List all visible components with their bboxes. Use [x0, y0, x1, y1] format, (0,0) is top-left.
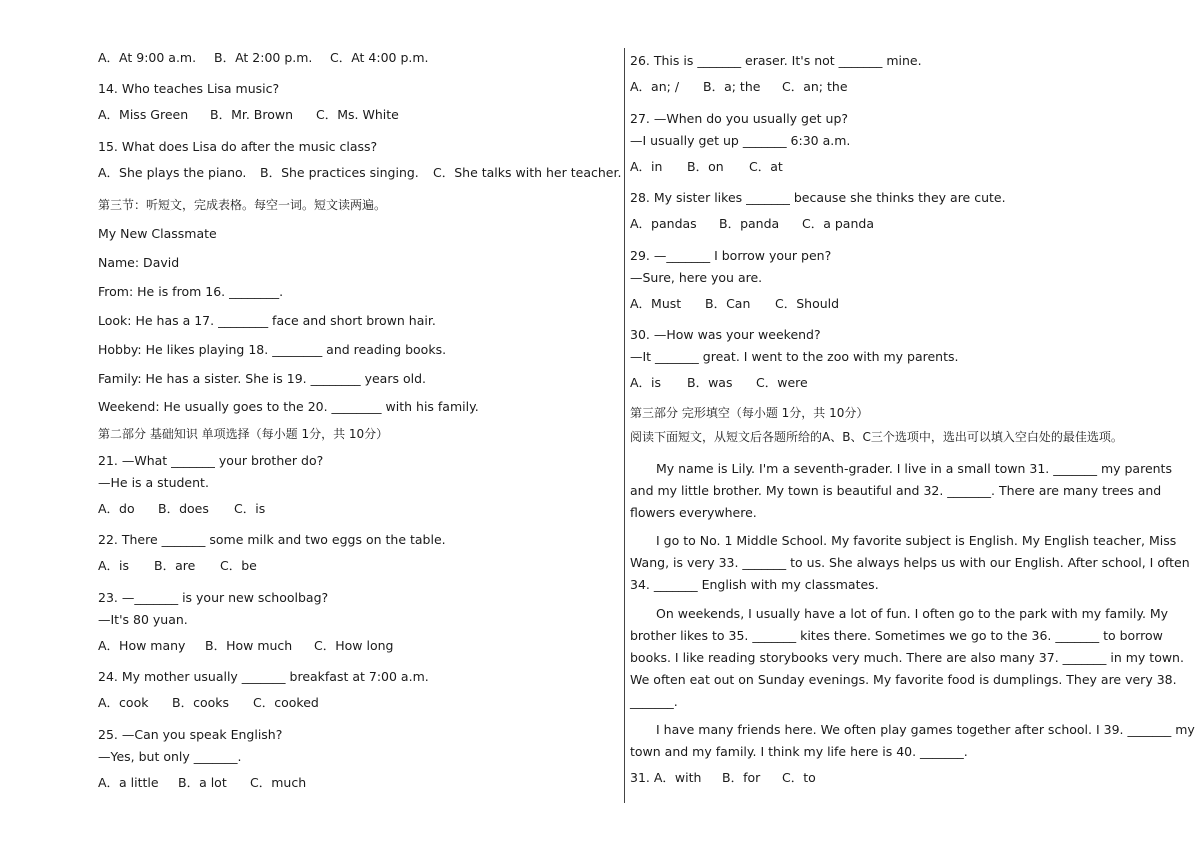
option-a: A．pandas [630, 216, 697, 231]
option-b: B．a lot [178, 775, 227, 790]
option-b: B．are [154, 558, 196, 573]
option-a: A．At 9:00 a.m. [98, 50, 197, 65]
table-row-name: Name: David [98, 255, 180, 270]
option-c: C．at [749, 159, 783, 174]
question-29-line2: —Sure, here you are. [630, 270, 763, 285]
q23-options [98, 638, 393, 654]
q22-options [98, 558, 257, 574]
section3-heading: 第三节：听短文，完成表格。每空一词。短文读两遍。 [98, 198, 387, 212]
option-b: B．was [687, 375, 733, 390]
passage-line: flowers everywhere. [630, 505, 757, 520]
option-a: A．Miss Green [98, 107, 189, 122]
option-a: A．do [98, 501, 135, 516]
passage-line: _______. [630, 694, 678, 709]
table-row-from: From: He is from 16. ________. [98, 284, 284, 299]
option-a: A．an; / [630, 79, 680, 94]
part3-instruction: 阅读下面短文，从短文后各题所给的A、B、C三个选项中，选出可以填入空白处的最佳选项。 [630, 430, 1123, 444]
option-c: C．How long [314, 638, 394, 653]
passage-line: My name is Lily. I'm a seventh-grader. I live in a small town 31. _______ my parents [656, 461, 1172, 476]
option-c: C．She talks with her teacher. [433, 165, 622, 180]
option-c: C．Ms. White [316, 107, 399, 122]
part2-heading: 第二部分 基础知识 单项选择（每小题 1分，共 10分） [98, 427, 389, 441]
question-27-line1: 27. —When do you usually get up? [630, 111, 849, 126]
question-26: 26. This is _______ eraser. It's not _______ mine. [630, 53, 922, 68]
question-21-line1: 21. —What _______ your brother do? [98, 453, 324, 468]
option-c: C．a panda [802, 216, 874, 231]
question-29-line1: 29. —_______ I borrow your pen? [630, 248, 832, 263]
passage-line: brother likes to 35. _______ kites there. Sometimes we go to the 36. _______ to borrow [630, 628, 1163, 643]
table-row-weekend: Weekend: He usually goes to the 20. ________ with his family. [98, 399, 479, 414]
option-b: B．Mr. Brown [210, 107, 294, 122]
option-c: C．an; the [782, 79, 848, 94]
question-27-line2: —I usually get up _______ 6:30 a.m. [630, 133, 851, 148]
option-a: A．Must [630, 296, 682, 311]
option-c: C．cooked [253, 695, 319, 710]
question-25-line2: —Yes, but only _______. [98, 749, 242, 764]
q14-options [98, 107, 399, 123]
table-row-family: Family: He has a sister. She is 19. ________ years old. [98, 371, 426, 386]
option-b: B．for [722, 770, 761, 785]
option-c: C．to [782, 770, 816, 785]
option-b: B．cooks [172, 695, 229, 710]
q28-options [630, 216, 874, 232]
option-b: B．At 2:00 p.m. [214, 50, 313, 65]
q24-options [98, 695, 319, 711]
question-23-line1: 23. —_______ is your new schoolbag? [98, 590, 329, 605]
option-b: B．a; the [703, 79, 761, 94]
q15-options [98, 165, 621, 181]
option-a: A．is [98, 558, 130, 573]
question-15: 15. What does Lisa do after the music class? [98, 139, 378, 154]
option-a: A．How many [98, 638, 186, 653]
q31-options [630, 770, 816, 786]
question-28: 28. My sister likes _______ because she thinks they are cute. [630, 190, 1006, 205]
q30-options [630, 375, 808, 391]
passage-line: I go to No. 1 Middle School. My favorite subject is English. My English teacher, Miss [656, 533, 1177, 548]
question-22: 22. There _______ some milk and two eggs on the table. [98, 532, 446, 547]
question-25-line1: 25. —Can you speak English? [98, 727, 283, 742]
q26-options [630, 79, 848, 95]
passage-line: On weekends, I usually have a lot of fun. I often go to the park with my family. My [656, 606, 1169, 621]
option-b: B．on [687, 159, 724, 174]
option-c: C．At 4:00 p.m. [330, 50, 429, 65]
q27-options [630, 159, 783, 175]
option-b: B．She practices singing. [260, 165, 419, 180]
q25-options [98, 775, 306, 791]
passage-line: books. I like reading storybooks very much. There are also many 37. _______ in my town. [630, 650, 1184, 665]
option-c: C．were [756, 375, 808, 390]
q13-options [98, 50, 429, 66]
table-row-look: Look: He has a 17. ________ face and short brown hair. [98, 313, 436, 328]
passage-line: We often eat out on Sunday evenings. My favorite food is dumplings. They are very 38. [630, 672, 1177, 687]
column-divider [624, 48, 625, 803]
option-b: B．does [158, 501, 209, 516]
question-23-line2: —It's 80 yuan. [98, 612, 188, 627]
question-24: 24. My mother usually _______ breakfast at 7:00 a.m. [98, 669, 429, 684]
option-c: C．is [234, 501, 266, 516]
option-c: C．Should [775, 296, 840, 311]
option-a: A．is [630, 375, 662, 390]
passage-line: I have many friends here. We often play games together after school. I 39. _______ my [656, 722, 1195, 737]
option-a: A．a little [98, 775, 159, 790]
option-b: B．How much [205, 638, 293, 653]
option-c: C．be [220, 558, 257, 573]
part3-heading: 第三部分 完形填空（每小题 1分，共 10分） [630, 406, 869, 420]
q21-options [98, 501, 265, 517]
option-a: A．She plays the piano. [98, 165, 247, 180]
option-c: C．much [250, 775, 307, 790]
passage-line: and my little brother. My town is beautiful and 32. _______. There are many trees and [630, 483, 1162, 498]
table-title: My New Classmate [98, 226, 217, 241]
question-30-line2: —It _______ great. I went to the zoo with my parents. [630, 349, 959, 364]
option-a: 31. A．with [630, 770, 702, 785]
table-row-hobby: Hobby: He likes playing 18. ________ and reading books. [98, 342, 447, 357]
question-21-line2: —He is a student. [98, 475, 209, 490]
passage-line: 34. _______ English with my classmates. [630, 577, 879, 592]
option-b: B．Can [705, 296, 751, 311]
q29-options [630, 296, 839, 312]
passage-line: town and my family. I think my life here is 40. _______. [630, 744, 968, 759]
option-a: A．cook [98, 695, 149, 710]
passage-line: Wang, is very 33. _______ to us. She always helps us with our English. After school, I often [630, 555, 1190, 570]
option-b: B．panda [719, 216, 780, 231]
question-30-line1: 30. —How was your weekend? [630, 327, 821, 342]
question-14: 14. Who teaches Lisa music? [98, 81, 280, 96]
option-a: A．in [630, 159, 663, 174]
